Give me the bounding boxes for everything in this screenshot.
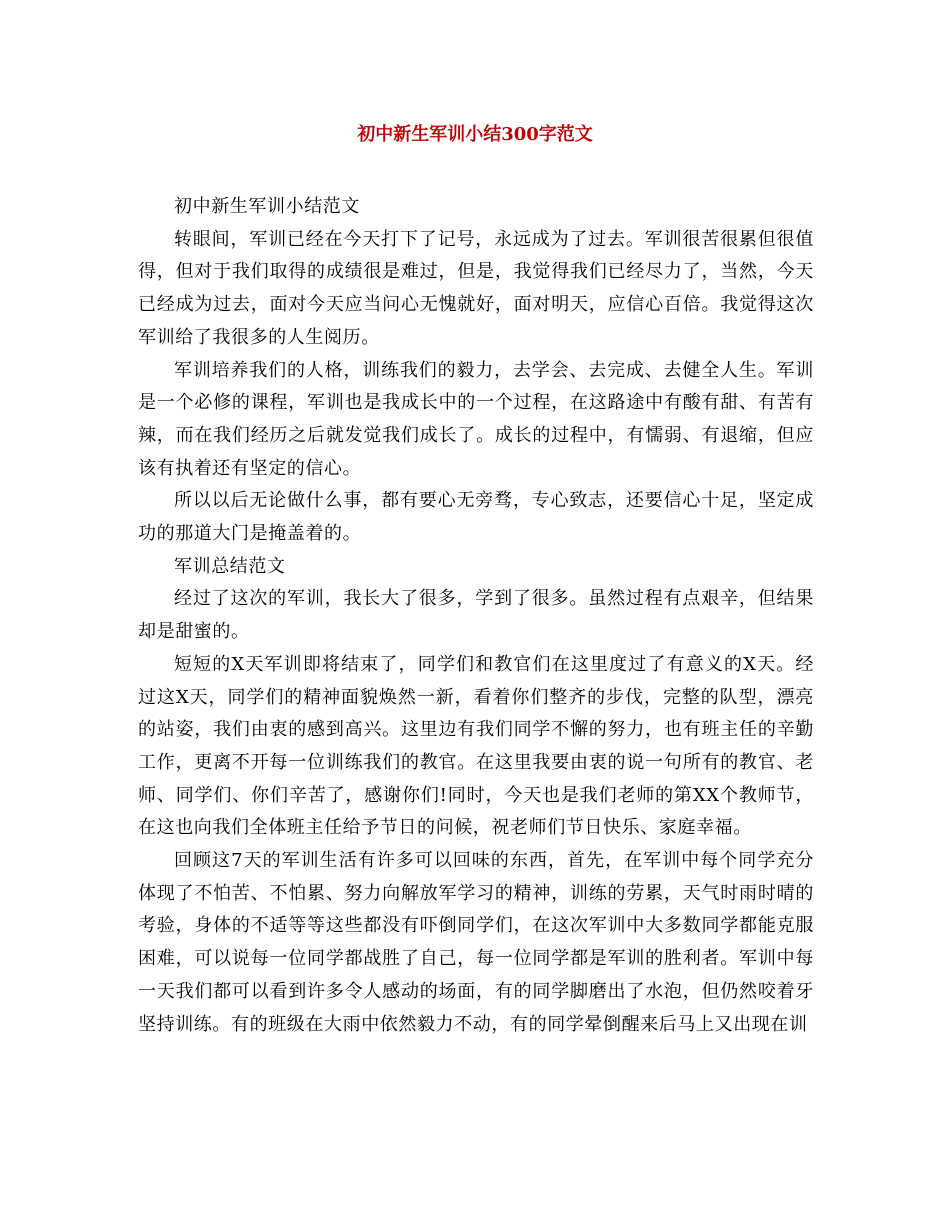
paragraph: 军训培养我们的人格，训练我们的毅力，去学会、去完成、去健全人生。军训是一个必修的课程，军训也是我成长中的一个过程，在这路途中有酸有甜、有苦有辣，而在我们经历之后就发觉我们成长了。成长的过程中，有懦弱、有退缩，但应该有执着还有坚定的信心。	[138, 359, 814, 479]
paragraph-heading-2: 军训总结范文	[174, 555, 286, 577]
paragraph: 经过了这次的军训，我长大了很多，学到了很多。虽然过程有点艰辛，但结果却是甜蜜的。	[138, 588, 814, 643]
document-title: 初中新生军训小结300字范文	[357, 124, 593, 145]
paragraph-heading-1: 初中新生军训小结范文	[174, 196, 360, 217]
paragraph: 短短的X天军训即将结束了，同学们和教官们在这里度过了有意义的X天。经过这X天，同学们的精神面貌焕然一新，看着你们整齐的步伐，完整的队型，漂亮的站姿，我们由衷的感到高兴。这里边有我们同学不懈的努力，也有班主任的辛勤工作，更离不开每一位训练我们的教官。在这里我要由衷的说一句所有的教官、老师、同学们、你们辛苦了，感谢你们!同时，今天也是我们老师的第XX个教师节，在这也向我们全体班主任给予节日的问候，祝老师们节日快乐、家庭幸福。	[138, 653, 814, 839]
paragraph: 所以以后无论做什么事，都有要心无旁骛，专心致志，还要信心十足，坚定成功的那道大门是掩盖着的。	[138, 490, 814, 545]
paragraph: 回顾这7天的军训生活有许多可以回味的东西，首先，在军训中每个同学充分体现了不怕苦、不怕累、努力向解放军学习的精神，训练的劳累，天气时雨时晴的考验，身体的不适等等这些都没有吓倒同学们，在这次军训中大多数同学都能克服困难，可以说每一位同学都战胜了自己，每一位同学都是军训的胜利者。军训中每一天我们都可以看到许多令人感动的场面，有的同学脚磨出了水泡，但仍然咬着牙坚持训练。有的班级在大雨中依然毅力不动，有的同学晕倒醒来后马上又出现在训	[138, 850, 814, 1035]
paragraph: 转眼间，军训已经在今天打下了记号，永远成为了过去。军训很苦很累但很值得，但对于我们取得的成绩很是难过，但是，我觉得我们已经尽力了，当然，今天已经成为过去，面对今天应当问心无愧就好，面对明天，应信心百倍。我觉得这次军训给了我很多的人生阅历。	[138, 228, 814, 348]
document-body	[138, 191, 814, 1041]
